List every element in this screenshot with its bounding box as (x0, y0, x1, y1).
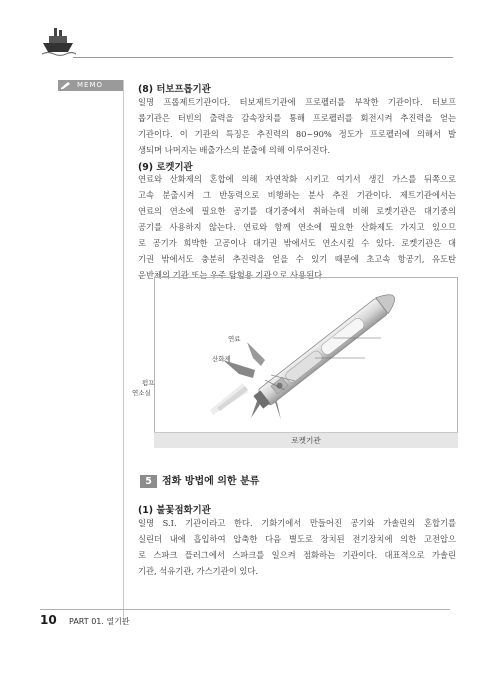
paragraph-spark-ignition (138, 515, 456, 579)
paragraph-line: 로 스파크 플러그에서 스파크를 일으켜 점화하는 기관이다. 대표적으로 가솔린 (138, 550, 456, 560)
paragraph-line: 공기를 사용하지 않는다. 연료와 함께 연소에 필요한 산화제도 가지고 있으므 (138, 222, 456, 232)
label-fuel: 연료 (228, 335, 241, 343)
paragraph-line: 연료와 산화제의 혼합에 의해 자연착화 시키고 여기서 생긴 가스를 뒤쪽으로 (138, 174, 456, 184)
section-title: 점화 방법에 의한 분류 (162, 476, 260, 487)
label-pump: 펌프 (142, 379, 155, 387)
paragraph-line: 기관, 석유기관, 가스기관이 있다. (138, 566, 259, 576)
part-label: PART 01. 열기관 (69, 617, 130, 626)
label-oxidizer: 산화제 (212, 355, 231, 363)
paragraph-line: 일명 S.I. 기관이라고 한다. 기화기에서 만들어진 공기와 가솔린의 혼합기를 (138, 518, 456, 528)
paragraph-rocket (138, 171, 456, 283)
paragraph-line: 생되며 나머지는 배출가스의 분출에 의해 이루어진다. (138, 145, 331, 155)
label-combustion-chamber: 연소실 (132, 389, 151, 397)
paragraph-line: 운반체의 기관 또는 우주 탐험용 기관으로 사용된다. (138, 270, 325, 280)
ship-icon (40, 22, 76, 58)
header-rule (73, 57, 453, 58)
memo-column-rule (123, 80, 124, 625)
paragraph-line: 기권 밖에서도 충분히 추진력을 얻을 수 있기 때문에 초고속 항공기, 유도탄 (138, 254, 456, 264)
paragraph-line: 고속 분출시켜 그 반동력으로 비행하는 분사 추진 기관이다. 제트기관에서는 (138, 190, 456, 200)
section-heading-turboprop: (8) 터보프롭기관 (138, 84, 211, 95)
paragraph-turboprop (138, 94, 456, 158)
page-number: 10 (40, 613, 57, 627)
section-heading-rocket: (9) 로켓기관 (138, 162, 193, 173)
footer-rule (40, 609, 450, 610)
paragraph-line: 기관이다. 이 기관의 특징은 추진력의 80~90% 정도가 프로펠러에 의해서 발 (138, 129, 456, 139)
section-number: 5 (140, 475, 157, 488)
figure-caption: 로켓기관 (154, 432, 458, 448)
pencil-icon (60, 81, 72, 90)
paragraph-line: 일명 프롭제트기관이다. 터보제트기관에 프로펠러를 부착한 기관이다. 터보프 (138, 97, 456, 107)
subsection-heading: (1) 불꽃점화기관 (138, 505, 211, 516)
paragraph-line: 연료의 연소에 필요한 공기를 대기중에서 취하는데 비해 로켓기관은 대기중의 (138, 206, 456, 216)
paragraph-line: 롭기관은 터빈의 출력을 감속장치를 통해 프로펠러를 회전시켜 추진력을 얻는 (138, 113, 456, 123)
rocket-illustration (155, 278, 457, 431)
paragraph-line: 로 공기가 희박한 고공이나 대기권 밖에서도 연소시킬 수 있다. 로켓기관은 대 (138, 238, 456, 248)
memo-label: MEMO (77, 81, 104, 89)
paragraph-line: 실린더 내에 흡입하여 압축한 다음 별도로 장치된 전기장치에 의한 고전압으 (138, 534, 456, 544)
